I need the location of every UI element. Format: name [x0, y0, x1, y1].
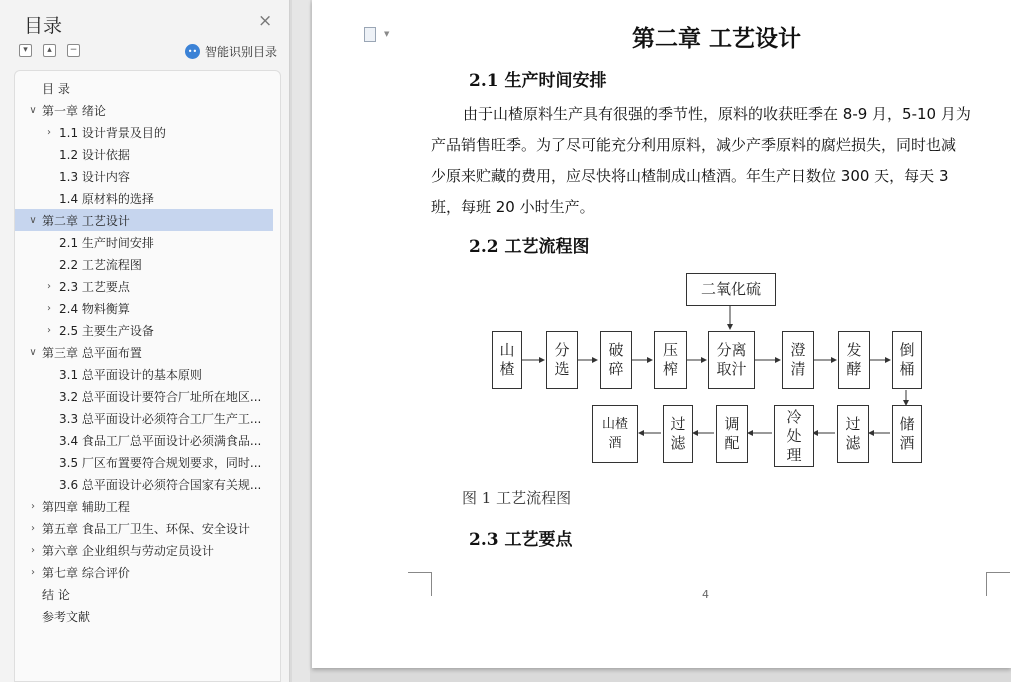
process-flowchart — [492, 270, 932, 515]
toc-item-label: 第一章 绪论 — [42, 103, 106, 118]
chevron-down-icon[interactable]: ∨ — [29, 104, 37, 116]
crop-mark — [986, 572, 1010, 596]
toc-item-label: 结 论 — [42, 587, 70, 602]
flow-step: 压 榨 — [654, 331, 687, 389]
flow-step: 过 滤 — [663, 405, 693, 463]
flow-step: 储 酒 — [892, 405, 922, 463]
paragraph-line: 少原来贮藏的费用，应尽快将山楂制成山楂酒。年生产日数位 300 天，每天 3 — [431, 167, 949, 185]
toc-item[interactable] — [15, 517, 273, 539]
toc-item-label: 第五章 食品工厂卫生、环保、安全设计 — [42, 521, 250, 536]
toc-item-label: 3.2 总平面设计要符合厂址所在地区... — [59, 389, 262, 404]
chevron-right-icon[interactable]: › — [31, 566, 35, 578]
flow-step: 发 酵 — [838, 331, 870, 389]
toc-item[interactable] — [15, 187, 273, 209]
chevron-right-icon[interactable]: › — [47, 126, 51, 138]
toc-item-label: 2.1 生产时间安排 — [59, 235, 154, 250]
toc-item-label: 1.3 设计内容 — [59, 169, 130, 184]
toc-item[interactable] — [15, 275, 273, 297]
chevron-right-icon[interactable]: › — [31, 522, 35, 534]
toc-item-label: 第二章 工艺设计 — [42, 213, 130, 228]
toc-item-label: 1.4 原材料的选择 — [59, 191, 154, 206]
toc-item-label: 1.2 设计依据 — [59, 147, 130, 162]
smart-toc-label: 智能识别目录 — [205, 45, 278, 59]
close-icon[interactable]: × — [258, 11, 273, 31]
section-heading-2-2: 2.2 工艺流程图 — [469, 237, 590, 257]
toc-item-label: 1.1 设计背景及目的 — [59, 125, 166, 140]
flow-step: 山 楂 — [492, 331, 522, 389]
toc-item-label: 2.2 工艺流程图 — [59, 257, 142, 272]
toc-pane — [0, 0, 290, 682]
section-heading-2-1: 2.1 生产时间安排 — [469, 71, 607, 91]
toc-item[interactable] — [15, 209, 273, 231]
chevron-right-icon[interactable]: › — [47, 302, 51, 314]
toc-tree — [14, 70, 281, 682]
chevron-right-icon[interactable]: › — [47, 280, 51, 292]
toc-item-label: 3.5 厂区布置要符合规划要求，同时... — [59, 455, 262, 470]
toc-item-label: 第六章 企业组织与劳动定员设计 — [42, 543, 214, 558]
flow-step: 调 配 — [716, 405, 748, 463]
toc-item[interactable] — [15, 253, 273, 275]
toc-item[interactable] — [15, 319, 273, 341]
toc-item[interactable] — [15, 407, 273, 429]
toc-item-label: 第四章 辅助工程 — [42, 499, 130, 514]
crop-mark — [408, 572, 432, 596]
toc-item-label: 2.4 物料衡算 — [59, 301, 130, 316]
chapter-title: 第二章 工艺设计 — [632, 25, 802, 52]
flow-step: 破 碎 — [600, 331, 632, 389]
toc-item-label: 3.1 总平面设计的基本原则 — [59, 367, 202, 382]
toc-item-label: 3.3 总平面设计必须符合工厂生产工... — [59, 411, 262, 426]
toc-item[interactable] — [15, 495, 273, 517]
flow-step: 倒 桶 — [892, 331, 922, 389]
chevron-right-icon[interactable]: › — [47, 324, 51, 336]
toc-item[interactable] — [15, 583, 273, 605]
flow-step-sulfur-dioxide: 二氧化硫 — [686, 273, 776, 306]
toc-item[interactable] — [15, 297, 273, 319]
page-number: 4 — [702, 588, 709, 601]
toc-item[interactable] — [15, 165, 273, 187]
pane-splitter[interactable] — [292, 0, 310, 682]
expand-all-button[interactable]: ▾ — [19, 44, 32, 57]
document-page — [312, 0, 1011, 668]
toc-item[interactable] — [15, 539, 273, 561]
toc-item[interactable] — [15, 121, 273, 143]
section-heading-2-3: 2.3 工艺要点 — [469, 530, 573, 550]
toc-item[interactable] — [15, 143, 273, 165]
toc-item[interactable] — [15, 561, 273, 583]
toc-item-label: 第七章 综合评价 — [42, 565, 130, 580]
toc-item[interactable] — [15, 77, 273, 99]
toc-pane-title: 目录 — [24, 15, 63, 37]
chevron-down-icon[interactable]: ∨ — [29, 214, 37, 226]
toc-item-label: 2.3 工艺要点 — [59, 279, 130, 294]
remove-level-button[interactable]: − — [67, 44, 80, 57]
toc-item-label: 3.6 总平面设计必须符合国家有关规... — [59, 477, 262, 492]
toc-item-label: 第三章 总平面布置 — [42, 345, 142, 360]
chevron-right-icon[interactable]: › — [31, 544, 35, 556]
paragraph-line: 由于山楂原料生产具有很强的季节性，原料的收获旺季在 8-9 月，5-10 月为 — [463, 105, 971, 123]
toc-item[interactable] — [15, 385, 273, 407]
chevron-right-icon[interactable]: › — [31, 500, 35, 512]
flow-step: 分 选 — [546, 331, 578, 389]
toc-item[interactable] — [15, 451, 273, 473]
figure-caption: 图 1 工艺流程图 — [462, 489, 572, 507]
paragraph-line: 班，每班 20 小时生产。 — [431, 198, 595, 216]
flow-step: 山楂 酒 — [592, 405, 638, 463]
flowchart-arrows — [492, 270, 932, 515]
chevron-down-icon[interactable]: ▼ — [384, 30, 390, 38]
chevron-down-icon[interactable]: ∨ — [29, 346, 37, 358]
flow-step: 澄 清 — [782, 331, 814, 389]
toc-item[interactable] — [15, 99, 273, 121]
body-paragraph — [431, 99, 988, 223]
collapse-all-button[interactable]: ▴ — [43, 44, 56, 57]
toc-item[interactable] — [15, 341, 273, 363]
toc-item[interactable] — [15, 473, 273, 495]
flow-step: 冷 处 理 — [774, 405, 814, 467]
toc-item[interactable] — [15, 429, 273, 451]
toc-item-label: 2.5 主要生产设备 — [59, 323, 154, 338]
toc-item[interactable] — [15, 231, 273, 253]
flow-step: 分离 取汁 — [708, 331, 755, 389]
toc-item-label: 3.4 食品工厂总平面设计必须满食品... — [59, 433, 262, 448]
smart-toc-button[interactable] — [185, 43, 277, 60]
flow-step: 过 滤 — [837, 405, 869, 463]
toc-item-label: 目 录 — [42, 81, 70, 96]
toc-item[interactable] — [15, 605, 273, 627]
toc-item[interactable] — [15, 363, 273, 385]
paragraph-line: 产品销售旺季。为了尽可能充分利用原料，减少产季原料的腐烂损失，同时也减 — [431, 136, 957, 154]
ai-icon: •• — [185, 44, 200, 59]
toc-item-label: 参考文献 — [42, 609, 91, 624]
